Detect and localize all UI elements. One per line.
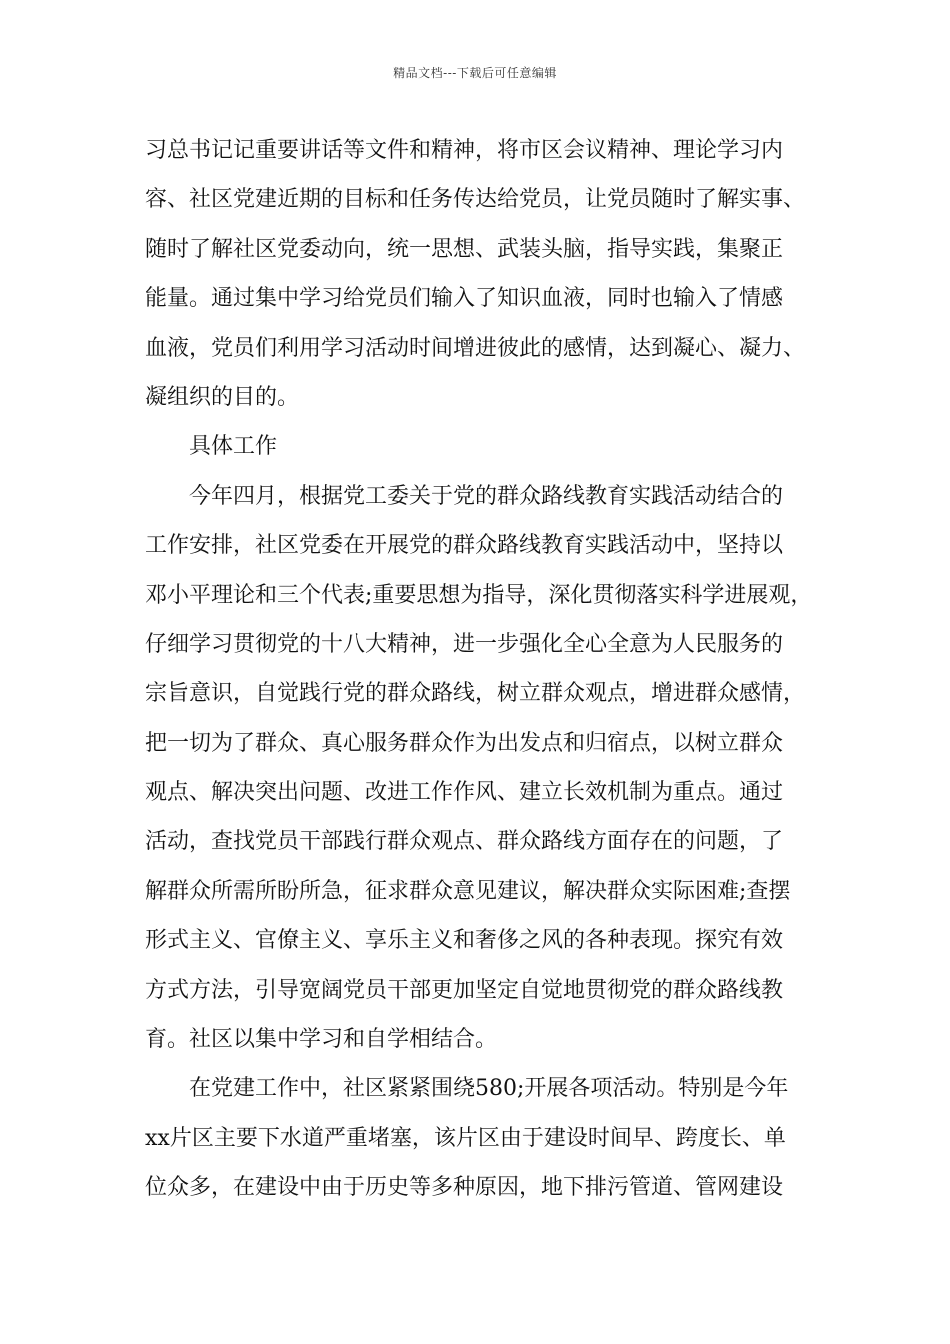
text-line: 邓小平理论和三个代表;重要思想为指导，深化贯彻落实科学进展观，	[145, 582, 813, 608]
page-header: 精品文档---下载后可任意编辑	[393, 66, 557, 80]
text-line: 能量。通过集中学习给党员们输入了知识血液，同时也输入了情感	[145, 286, 784, 312]
text-line: 工作安排，社区党委在开展党的群众路线教育实践活动中，坚持以	[145, 533, 784, 559]
text-line: 容、社区党建近期的目标和任务传达给党员，让党员随时了解实事、	[145, 187, 806, 213]
text-line: 解群众所需所盼所急，征求群众意见建议，解决群众实际困难;查摆	[145, 878, 791, 904]
text-line: 今年四月，根据党工委关于党的群众路线教育实践活动结合的	[189, 483, 784, 509]
text-line: 宗旨意识，自觉践行党的群众路线，树立群众观点，增进群众感情，	[145, 681, 806, 707]
text-line: 位众多，在建设中由于历史等多种原因，地下排污管道、管网建设	[145, 1175, 784, 1201]
text-line: 随时了解社区党委动向，统一思想、武装头脑，指导实践，集聚正	[145, 236, 784, 262]
text-line: 在党建工作中，社区紧紧围绕580;开展各项活动。特别是今年	[189, 1076, 789, 1102]
text-line: 活动，查找党员干部践行群众观点、群众路线方面存在的问题，了	[145, 829, 784, 855]
text-line: 观点、解决突出问题、改进工作作风、建立长效机制为重点。通过	[145, 780, 784, 806]
text-line: 具体工作	[189, 434, 278, 460]
text-line: 血液，党员们利用学习活动时间增进彼此的感情，达到凝心、凝力、	[145, 335, 806, 361]
text-line: 习总书记记重要讲话等文件和精神，将市区会议精神、理论学习内	[145, 138, 784, 163]
text-line: 凝组织的目的。	[145, 384, 300, 410]
text-line: 把一切为了群众、真心服务群众作为出发点和归宿点，以树立群众	[145, 730, 784, 756]
text-line: 形式主义、官僚主义、享乐主义和奢侈之风的各种表现。探究有效	[145, 928, 784, 954]
text-line: 方式方法，引导宽阔党员干部更加坚定自觉地贯彻党的群众路线教	[145, 977, 784, 1003]
text-line: 仔细学习贯彻党的十八大精神，进一步强化全心全意为人民服务的	[145, 631, 784, 657]
document-body	[145, 126, 825, 1213]
text-line: 育。社区以集中学习和自学相结合。	[145, 1027, 498, 1053]
text-line: xx片区主要下水道严重堵塞，该片区由于建设时间早、跨度长、单	[145, 1125, 786, 1151]
